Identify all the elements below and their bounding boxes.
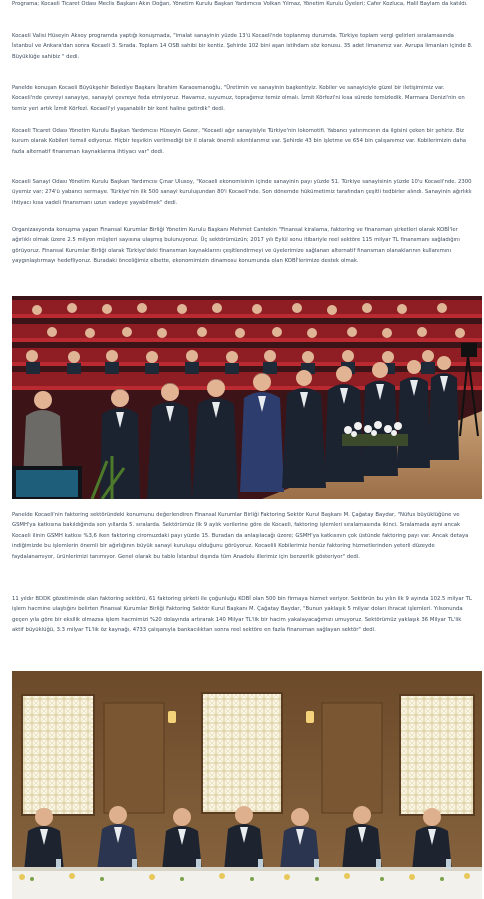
paragraph-chamber-commerce: Kocaeli Ticaret Odası Yönetim Kurulu Başkan Yardımcısı Hüseyin Gezer, "Kocaeli ağır sanayisiyle Türkiye'nin lokomotifi. Yabancı yatırımcının da ilgisini çeken bir şehiriz. Biz kurum olarak Kobileri temsil ediyoruz. Hiçbir teşvikin verilmediği bir il olarak önemli sıkıntılarımız var. Şehirde 43 bin işletme ve 654 bin çalışanımız var. Kobilerimizin daha fazla alternatif finansman kaynaklarına ihtiyacı var" dedi. [12,128,467,155]
paragraph-governor: Kocaeli Valisi Hüseyin Aksoy programda yaptığı konuşmada, "imalat sanayinin yüzde 13'ü Kocaeli'nde toplanmış durumda. Türkiye toplam vergi gelirleri sıralamasında İstanbul ve Ankara'dan sonra Kocaeli 3. Sırada. Toplam 14 OSB sahibi bir kentiz. Şehirde 102 bini aşan istihdam söz konusu. 35 adet limanımız var. Avrupa limanları içinde 8. Büyüklüğe sahibiz " dedi. [12,33,473,60]
panel-photo [12,671,482,899]
paragraph-mayor: Panelde konuşan Kocaeli Büyükşehir Belediye Başkanı İbrahim Karaosmanoğlu, "Üretimin ve sanayinin başkentiyiz. Kobiler ve sanayiciyle güzel bir iletişimimiz var. Kocaeli'nde çevreyi sanayiye, sanayiyi çevreye feda etmiyoruz. Havamız, suyumuz, toprağımız temiz olmalı. İzmit Körfezi'ni kısa sürede temizledik. Marmara Denizi'nin en temiz yeri artık İzmit Körfezi. Kocaeli'yi yaşanabilir bir kent haline getirdik" dedi. [12,85,465,112]
paragraph-faktoring-position: Panelde Kocaeli'nin faktoring sektöründeki konumunu değerlendiren Finansal Kurumlar Birliği Faktoring Sektör Kurul Başkanı M. Çağatay Baydar, "Nüfus büyüklüğüne ve GSMH'ya katkısına bakıldığında son yıllarda 5. sıralarda. Sektörümüz ilk 9 aylık verilerine göre de Kocaeli, faktoring işlemleri sıralamasında ikinci. Sıralamada ayni ancak Kocaeli ilinin GSMH katkısı %3,6 iken faktoring ciromuzdaki payı yüzde 15. Buradan da anlaşılacağı üzere; GSMH'ya katkısının çok üstünde faktoring payı var. Ancak detaya indiğimizde bu işlemlerin önemli bir ağırlığının büyük sanayi kuruluşu olduğunu görüyoruz. Kocaelili Kobilerimiz henüz faktoring hizmetlerinden yeterli düzeyde faydalanamıyor, ürünlerimizi tanımıyor. Genel olarak bu tablo İstanbul dışında tüm Anadolu illerimiz için benzerlik gösteriyor" dedi. [12,512,469,560]
paragraph-attendees: Programa; Kocaeli Ticaret Odası Meclis Başkanı Akın Doğan, Yönetim Kurulu Başkan Yardımcısı Volkan Yılmaz, Yönetim Kurulu Üyeleri; Cafer Kozluca, Halil Baylam da katıldı. [12,1,468,7]
paragraph-chamber-industry: Kocaeli Sanayi Odası Yönetim Kurulu Başkan Yardımcısı Çınar Ulusoy, "Kocaeli ekonomisinin içinde sanayinin payı yüzde 51. Türkiye sanayisinin yüzde 10'u Kocaeli'nde. 2300 üyemiz var; 274'ü yabancı sermaye. Türkiye'nin ilk 500 sanayi kuruluşundan 80'i Kocaeli'nde. Son dönemde hükümetimiz tarafından çeşitli tedbirler alındı. Sanayinin ağırlıklı ihtiyacı kısa vadeli finansmanı uzun vadeye yayabilmek" dedi. [12,179,472,206]
audience-photo [12,296,482,499]
paragraph-fkb-chairman: Organizasyonda konuşma yapan Finansal Kurumlar Birliği Yönetim Kurulu Başkanı Mehmet Cantekin "Finansal kiralama, faktoring ve finansman şirketleri olarak KOBİ'ler ağırlıklı olmak üzere 2.5 milyon müşteri sayısına ulaşmış bulunuyoruz. Üç sektörümüzün; 2017 yılı Eylül sonu itibariyle reel sektöre 115 milyar TL finansmanı sağladığını görüyoruz. Finansal Kurumlar Birliği olarak Türkiye'deki finansman kaynaklarını çeşitlendirmeyi ve üyelerimize sağlanan alternatif finansman olanaklarının kullanımını yaygınlaştırmayı hedefliyoruz. Buradaki önceliğimiz elbette, ekonomimizin dinamosu konumunda olan KOBİ'lerimize destek olmak. [12,227,460,265]
paragraph-faktoring-sector: 11 yıldır BDDK gözetiminde olan faktoring sektörü, 61 faktoring şirketi ile çoğunluğu KOBİ olan 500 bin firmaya hizmet veriyor. Sektörün bu yılın ilk 9 ayında 102.5 milyar TL işlem hacmine ulaştığını belirten Finansal Kurumlar Birliği Faktoring Sektör Kurul Başkanı M. Çağatay Baydar, "Bunun yaklaşık 5 milyar doları ihracat işlemleri. Yılsonunda geçen yıla göre bir eksilik olmazsa işlem hacmimizi %20 dolayında artırarak 140 Milyar TL'lik bir hacim yakalayacağımızı umuyoruz. Sektörümüz yaklaşık 36 Milyar TL'lik aktif büyüklüğü, 3.3 milyar TL'lik öz kaynağı, 4733 çalışanıyla bankacılıktan sonra reel sektöre en fazla finansman sağlayan sektör" dedi. [12,596,472,634]
